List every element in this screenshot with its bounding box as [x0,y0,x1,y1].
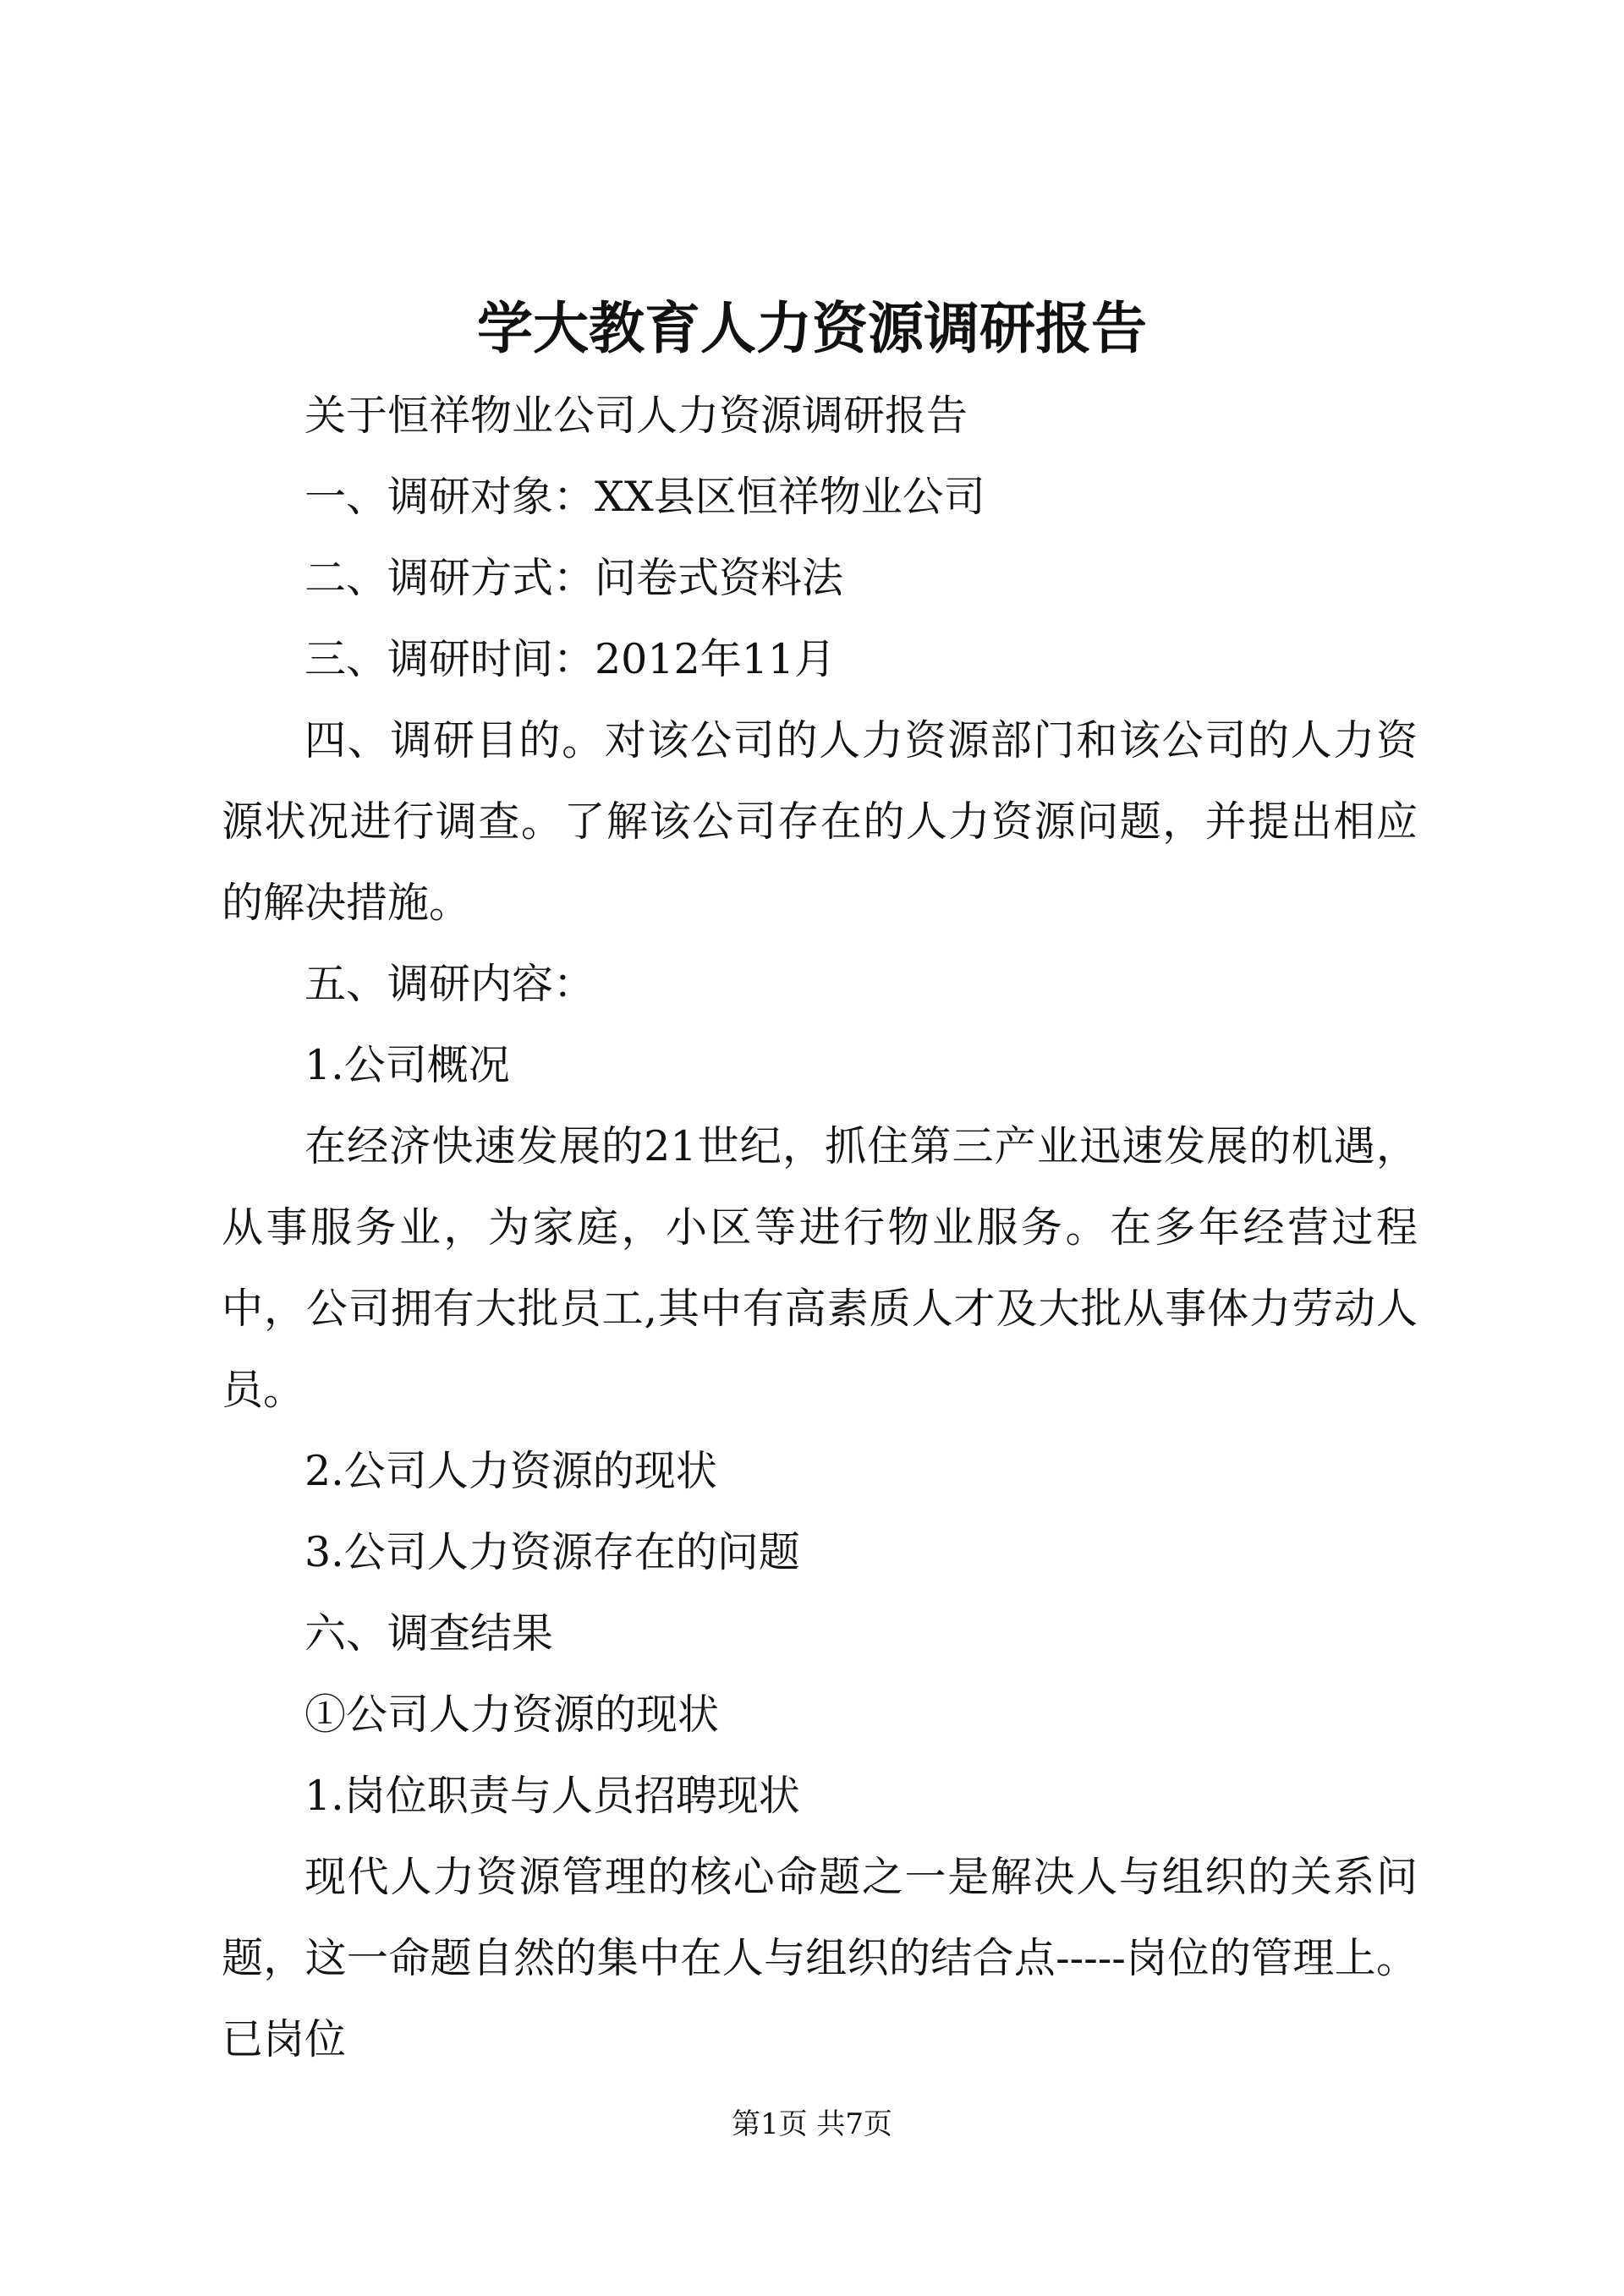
paragraph: 现代人力资源管理的核心命题之一是解决人与组织的关系问题，这一命题自然的集中在人与组织的结合点-----岗位的管理上。已岗位 [222,1853,1418,2063]
page-number: 第1页 [731,2107,808,2141]
paragraph: 一、调研对象：XX县区恒祥物业公司 [304,473,985,521]
paragraph: 在经济快速发展的21世纪，抓住第三产业迅速发展的机遇，从事服务业，为家庭，小区等进行物业服务。在多年经营过程中，公司拥有大批员工,其中有高素质人才及大批从事体力劳动人员。 [222,1122,1418,1414]
paragraph: 五、调研内容： [304,960,595,1008]
paragraph: 3.公司人力资源存在的问题 [304,1528,800,1576]
paragraph: 1.岗位职责与人员招聘现状 [304,1772,800,1820]
document-body [222,375,1418,2080]
page-total: 共7页 [816,2107,893,2141]
paragraph: 1.公司概况 [304,1041,510,1089]
paragraph: 关于恒祥物业公司人力资源调研报告 [304,392,968,440]
document-title: 学大教育人力资源调研报告 [477,295,1147,361]
paragraph: 2.公司人力资源的现状 [304,1447,717,1495]
paragraph: 二、调研方式：问卷式资料法 [304,554,844,602]
page-footer [0,2103,1624,2145]
paragraph: 四、调研目的。对该公司的人力资源部门和该公司的人力资源状况进行调查。了解该公司存在的人力资源问题，并提出相应的解决措施。 [222,716,1418,927]
paragraph: 六、调查结果 [304,1609,554,1658]
paragraph: ①公司人力资源的现状 [304,1690,720,1739]
paragraph: 三、调研时间：2012年11月 [304,635,837,683]
